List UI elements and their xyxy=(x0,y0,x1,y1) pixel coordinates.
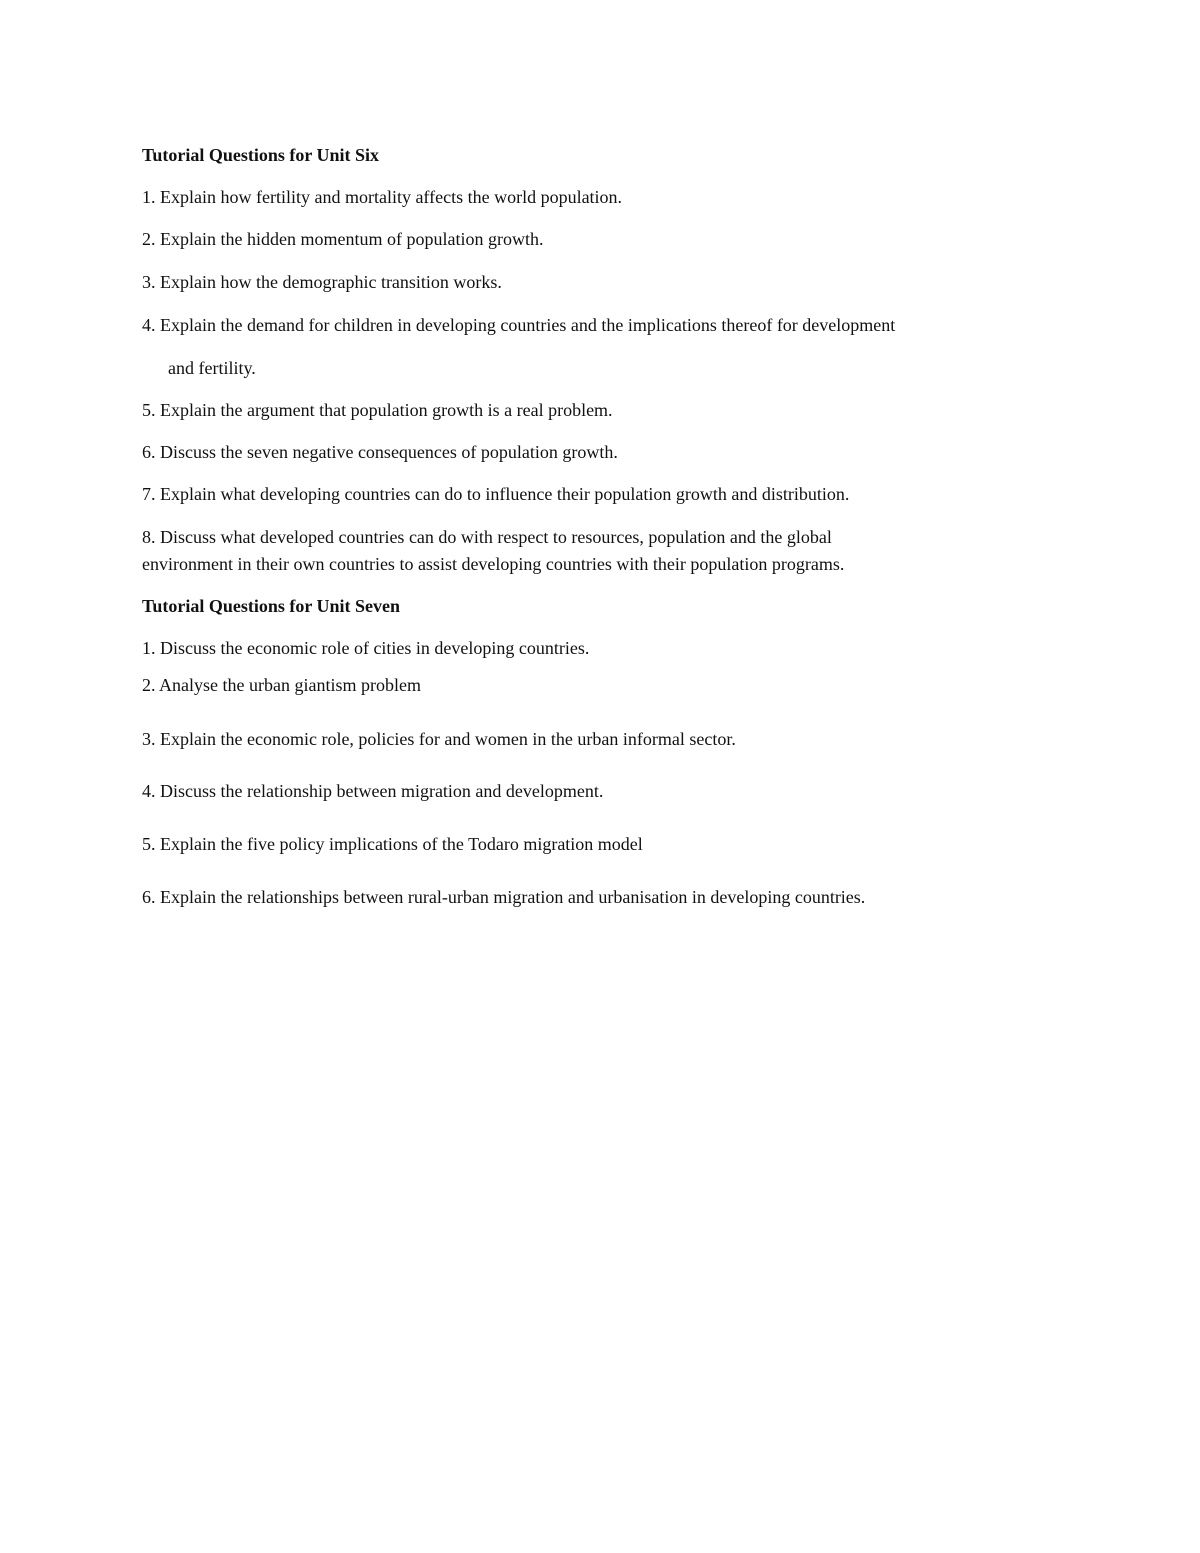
unit-six-question-1: 1. Explain how fertility and mortality affects the world population. xyxy=(142,187,623,207)
unit-seven-question-5: 5. Explain the five policy implications of the Todaro migration model xyxy=(142,834,643,854)
unit-seven-question-6: 6. Explain the relationships between rural-urban migration and urbanisation in developing countries. xyxy=(142,887,866,907)
unit-six-question-7: 7. Explain what developing countries can do to influence their population growth and distribution. xyxy=(142,484,850,504)
unit-six-question-3: 3. Explain how the demographic transition works. xyxy=(142,272,502,292)
unit-seven-question-2: 2. Analyse the urban giantism problem xyxy=(142,675,421,695)
unit-six-question-4-line-1: 4. Explain the demand for children in developing countries and the implications thereof for development xyxy=(142,315,896,335)
unit-six-question-6: 6. Discuss the seven negative consequences of population growth. xyxy=(142,442,618,462)
unit-seven-question-3: 3. Explain the economic role, policies for and women in the urban informal sector. xyxy=(142,729,736,749)
unit-six-question-5: 5. Explain the argument that population growth is a real problem. xyxy=(142,400,613,420)
unit-six-question-8-line-2: environment in their own countries to assist developing countries with their population programs. xyxy=(142,554,845,574)
unit-six-heading: Tutorial Questions for Unit Six xyxy=(142,145,380,165)
unit-seven-question-4: 4. Discuss the relationship between migration and development. xyxy=(142,781,604,801)
unit-seven-question-1: 1. Discuss the economic role of cities in developing countries. xyxy=(142,638,590,658)
unit-six-question-4-line-2: and fertility. xyxy=(168,358,256,378)
unit-six-question-8-line-1: 8. Discuss what developed countries can do with respect to resources, population and the global xyxy=(142,527,832,547)
unit-seven-heading: Tutorial Questions for Unit Seven xyxy=(142,596,401,616)
unit-six-question-2: 2. Explain the hidden momentum of population growth. xyxy=(142,229,544,249)
